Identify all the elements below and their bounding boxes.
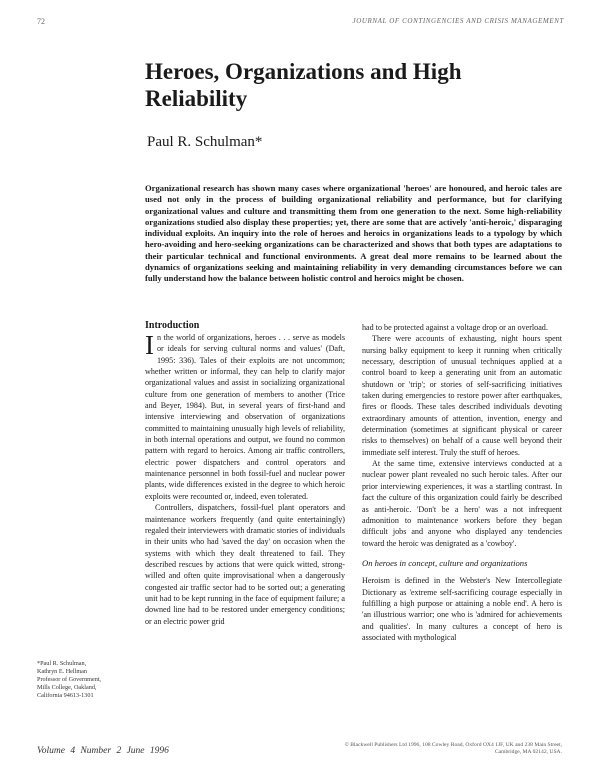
page-number: 72 [37, 17, 45, 26]
drop-cap: I [145, 330, 154, 360]
intro-paragraph-1 [145, 332, 345, 502]
body-paragraph-accounts: There were accounts of exhausting, night hours spent nursing balky equipment to keep it running when critically necessary, description of unusual techniques applied at a control board to keep a generating unit from an automatic shutdown or 'trip'; or stories of self-sacrificing initiatives taken during emergencies to restore power after earthquakes, fires or floods. These tales described individuals devoting extraordinary amounts of attention, invention, energy and determination (sometimes at significant physical or career risks to themselves) on behalf of a cause well beyond their immediate self interest. Truly the stuff of heroes. [362, 334, 562, 457]
body-paragraph-continued: had to be protected against a voltage drop or an overload. [362, 323, 548, 332]
abstract: Organizational research has shown many cases where organizational 'heroes' are honoured, and heroic tales are used not only in the process of building organizational reliability and performance, but for clarifying organizational values and culture and transmitting them from one generation to the next. Some high-reliability organizations studied also display these properties; yet, there are some that are actively 'anti-heroic,' disparaging individual exploits. An inquiry into the role of heroes and heroics in organizations leads to a typology by which hero-avoiding and hero-seeking organizations can be characterized and shows that both types are adaptations to their particular technical and functional environments. A great deal more remains to be learned about the dynamics of organizations seeking and maintaining reliability in very demanding circumstances before we can fully understand how the balance between holistic control and heroics might be chosen. [145, 183, 562, 284]
subheading-heroes-concept: On heroes in concept, culture and organizations [362, 557, 528, 568]
issue-info: Volume 4 Number 2 June 1996 [37, 746, 169, 756]
author-name: Paul R. Schulman* [147, 134, 263, 150]
author-footnote: *Paul R. Schulman, Kathryn E. Hellman Professor of Government, Mills College, Oakland, California 94613-1301 [37, 660, 102, 699]
right-column [362, 322, 562, 643]
article-title: Heroes, Organizations and High Reliability [145, 59, 462, 111]
left-column [145, 320, 345, 627]
publisher-info: © Blackwell Publishers Ltd 1996, 108 Cowley Road, Oxford OX4 1JF, UK and 238 Main Street, Cambridge, MA 02142, USA. [344, 742, 562, 755]
intro-paragraph-2: Controllers, dispatchers, fossil-fuel plant operators and maintenance workers frequently (and quite entertainingly) regaled their interviewers with dramatic stories of individuals in their units who had 'saved the day' on occasion when the systems with which they dealt threatened to fail. They described rescues by actions that were quick witted, strong-willed and often quite improvisational when a dangerously congested air traffic sector had to be sorted out; a generating unit had to be kept running in the face of equipment failure; a downed line had to be restored under emergency conditions; or an electric power grid [145, 503, 345, 626]
body-paragraph-definition: Heroism is defined in the Webster's New Intercollegiate Dictionary as 'extreme self-sacrificing courage especially in fulfilling a high purpose or attaining a noble end'. A hero is 'an illustrious warrior; one who is 'admired for achievements and qualities'. In many cultures a concept of hero is associated with mythological [362, 576, 562, 642]
intro-paragraph-1-text: n the world of organizations, heroes . . . serve as models or ideals for serving cultural norms and values' (Daft, 1995: 336). Tales of their exploits are not uncommon; whether written or informal, they can help to clarify major organizational values and assist in socializing organizational culture from one generation of members to another (Trice and Beyer, 1984). But, in several years of first-hand and intensive interviewing and observation of organizations committed to maintaining unusually high levels of reliability, in both internal operations and output, we found no common pattern with regard to heroics. Among air traffic controllers, electric power dispatchers and control operators and maintenance personnel in both fossil-fuel and nuclear power plants, wide differences existed in the degree to which heroic exploits were recounted or, indeed, even tolerated. [145, 333, 345, 501]
section-heading-introduction: Introduction [145, 320, 200, 331]
running-head: JOURNAL OF CONTINGENCIES AND CRISIS MANAGEMENT [352, 17, 564, 25]
body-paragraph-contrast: At the same time, extensive interviews conducted at a nuclear power plant revealed no such heroic tales. After our prior interviewing experiences, it was a startling contrast. In fact the culture of this organization could fairly be described as anti-heroic. 'Don't be a hero' was a not infrequent admonition to maintenance workers before they began difficult jobs and anyone who displayed any tendencies toward the heroic was denigrated as a 'cowboy'. [362, 459, 562, 548]
